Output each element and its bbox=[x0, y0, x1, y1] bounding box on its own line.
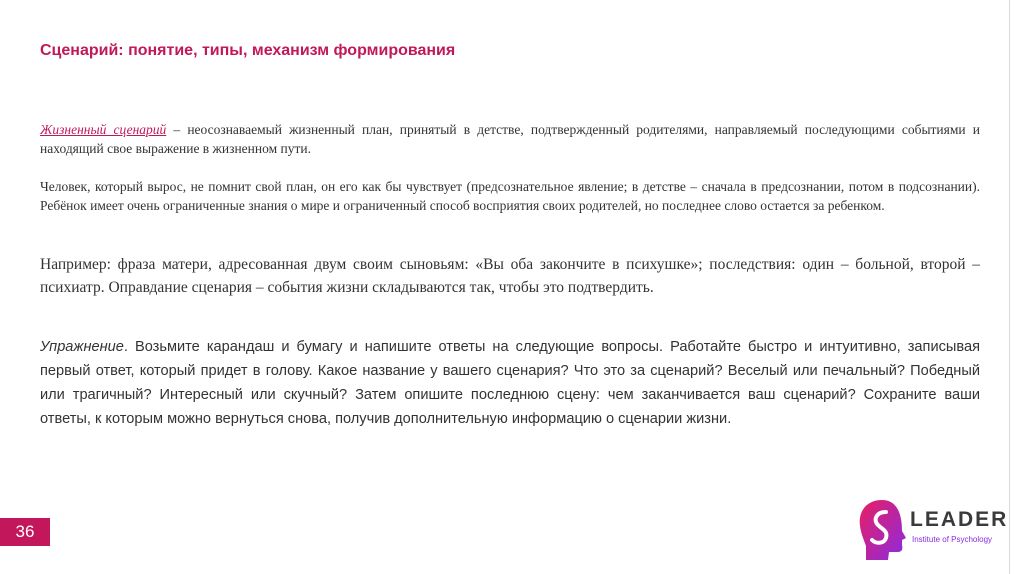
explanation-paragraph: Человек, который вырос, не помнит свой план, он его как бы чувствует (предсознательное явление; в детстве – сначала в предсознании, потом в подсознании). Ребёнок имеет очень ограниченные знания о мире и ограниченный способ восприятия своих родителей, но последнее слово остается за ребенком. bbox=[40, 179, 980, 213]
leader-logo bbox=[852, 494, 1014, 566]
exercise-paragraph bbox=[40, 335, 980, 431]
definition-text: – неосознаваемый жизненный план, принятый в детстве, подтвержденный родителями, направляемый последующими событиями и находящий свое выражение в жизненном пути. bbox=[40, 122, 980, 156]
page-number-badge: 36 bbox=[0, 518, 50, 546]
logo-subtitle: Institute of Psychology bbox=[912, 535, 993, 544]
definition-paragraph bbox=[40, 120, 980, 158]
right-divider bbox=[1009, 0, 1010, 574]
logo-wordmark: LEADER bbox=[910, 508, 1009, 531]
slide-title: Сценарий: понятие, типы, механизм формирования bbox=[40, 42, 456, 59]
exercise-text: . Возьмите карандаш и бумагу и напишите ответы на следующие вопросы. Работайте быстро и интуитивно, записывая первый ответ, который придет в голову. Какое название у вашего сценария? Что это за сценарий? Веселый или печальный? Победный или трагичный? Интересный или скучный? Затем опишите последнюю сцену: чем заканчивается ваш сценарий? Сохраните ваши ответы, к которым можно вернуться снова, получив дополнительную информацию о сценарии жизни. bbox=[40, 339, 980, 427]
definition-term: Жизненный сценарий bbox=[40, 122, 167, 137]
head-profile-icon bbox=[852, 494, 914, 566]
example-paragraph: Например: фраза матери, адресованная двум своим сыновьям: «Вы оба закончите в психушке»; последствия: один – больной, второй – психиатр. Оправдание сценария – события жизни складываются так, чтобы это подтвердить. bbox=[40, 256, 980, 296]
exercise-label: Упражнение bbox=[40, 339, 124, 355]
